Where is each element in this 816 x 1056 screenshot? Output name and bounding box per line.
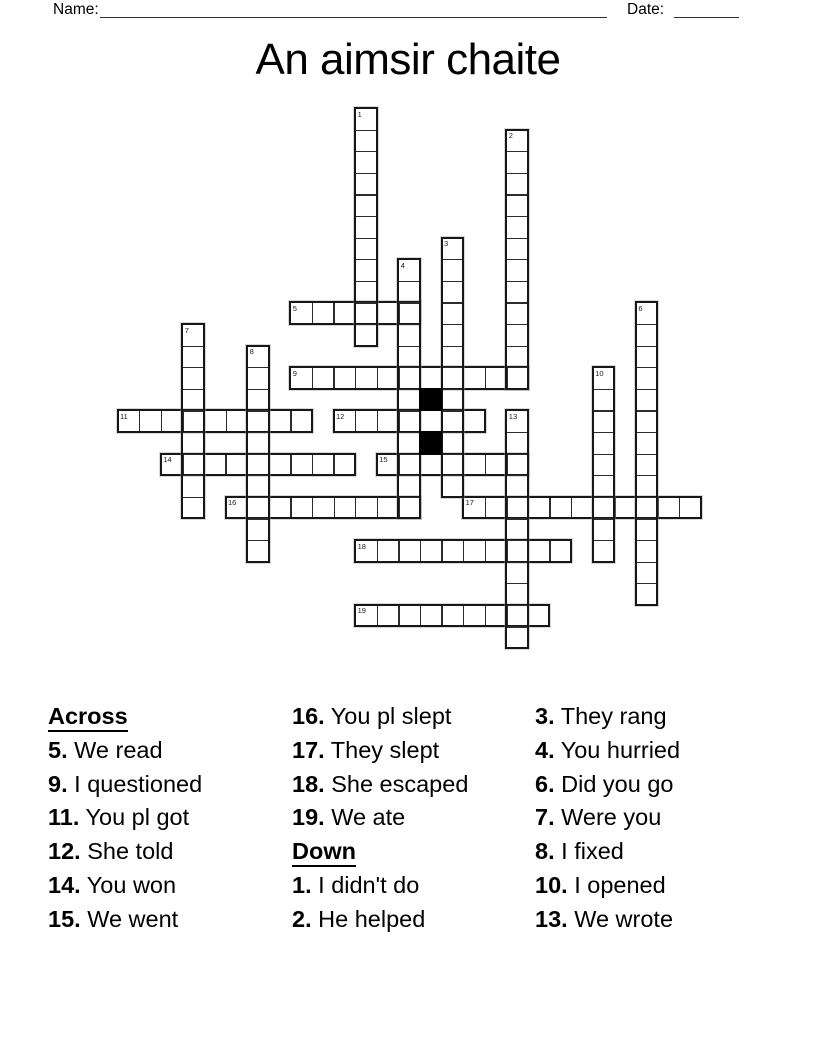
clue-number: 9.	[48, 770, 68, 797]
cell-separator	[333, 368, 334, 388]
cell-separator	[377, 498, 378, 518]
page-title: An aimsir chaite	[255, 35, 561, 84]
cell-separator	[507, 302, 527, 303]
grid-clue-number: 14	[163, 455, 172, 465]
cell-separator	[399, 497, 419, 498]
cell-separator	[594, 518, 614, 519]
cell-separator	[420, 541, 421, 561]
cell-separator	[507, 281, 527, 282]
cell-separator	[507, 259, 527, 260]
clue-heading-text: Down	[292, 838, 356, 867]
clue-number: 8.	[535, 838, 555, 865]
clue-item-19	[292, 801, 468, 835]
cell-separator	[183, 454, 203, 455]
clue-text: You hurried	[554, 736, 681, 763]
cell-separator	[356, 194, 376, 195]
cell-separator	[356, 302, 376, 303]
cell-separator	[594, 475, 614, 476]
cell-separator	[443, 389, 463, 390]
cell-separator	[594, 497, 614, 498]
cell-separator	[594, 454, 614, 455]
clue-number: 11.	[48, 804, 80, 831]
down-word-8[interactable]	[246, 345, 270, 563]
cell-separator	[139, 411, 140, 431]
cell-separator	[507, 518, 527, 519]
cell-separator	[356, 216, 376, 217]
cell-separator	[377, 606, 378, 626]
grid-clue-number: 17	[465, 498, 474, 508]
clue-number: 1.	[292, 871, 312, 898]
cell-separator	[507, 432, 527, 433]
clue-item-8	[535, 835, 680, 869]
clue-text: I didn't do	[311, 871, 420, 898]
cell-separator	[248, 540, 268, 541]
clue-text: They slept	[324, 736, 440, 763]
cell-separator	[399, 302, 419, 303]
clue-number: 14.	[48, 871, 81, 898]
clue-item-12	[48, 835, 202, 869]
cell-separator	[399, 389, 419, 390]
date-label: Date:	[627, 1, 665, 18]
cell-separator	[290, 411, 291, 431]
cell-separator	[356, 281, 376, 282]
cell-separator	[312, 368, 313, 388]
cell-separator	[594, 432, 614, 433]
cell-separator	[507, 346, 527, 347]
cell-separator	[248, 367, 268, 368]
cell-separator	[485, 498, 486, 518]
cell-separator	[507, 216, 527, 217]
clue-text: You won	[80, 871, 177, 898]
cell-separator	[356, 173, 376, 174]
clue-item-5	[48, 734, 202, 768]
cell-separator	[637, 454, 657, 455]
clue-item-10	[535, 869, 680, 903]
clue-text: We went	[80, 905, 179, 932]
cell-separator	[637, 389, 657, 390]
cell-separator	[333, 455, 334, 475]
cell-separator	[356, 238, 376, 239]
cell-separator	[399, 346, 419, 347]
cell-separator	[183, 389, 203, 390]
cell-separator	[399, 281, 419, 282]
cell-separator	[637, 540, 657, 541]
clue-item-15	[48, 903, 202, 937]
down-word-7[interactable]	[181, 323, 205, 519]
cell-separator	[507, 605, 527, 606]
cell-separator	[637, 324, 657, 325]
cell-separator	[183, 475, 203, 476]
cell-separator	[398, 541, 399, 561]
cell-separator	[463, 541, 464, 561]
cell-separator	[356, 151, 376, 152]
cell-separator	[637, 497, 657, 498]
clue-text: You pl got	[79, 804, 190, 831]
down-word-4[interactable]	[397, 258, 421, 519]
cell-separator	[312, 498, 313, 518]
clue-text: We read	[67, 736, 163, 763]
clue-number: 19.	[292, 804, 325, 831]
cell-separator	[443, 454, 463, 455]
clue-text: I opened	[567, 871, 666, 898]
clue-text: I questioned	[67, 770, 203, 797]
clue-item-1	[292, 869, 468, 903]
clue-item-14	[48, 869, 202, 903]
cell-separator	[507, 454, 527, 455]
cell-separator	[420, 606, 421, 626]
clue-text: She escaped	[324, 770, 469, 797]
grid-clue-number: 5	[292, 303, 297, 313]
cell-separator	[443, 346, 463, 347]
grid-clue-number: 7	[184, 325, 189, 335]
clue-column-middle	[292, 700, 468, 937]
clue-text: We ate	[324, 804, 406, 831]
cell-separator	[507, 151, 527, 152]
cell-separator	[571, 498, 572, 518]
cell-separator	[637, 346, 657, 347]
cell-separator	[312, 303, 313, 323]
clue-text: He helped	[311, 905, 426, 932]
down-word-10[interactable]	[592, 366, 616, 562]
cell-separator	[443, 410, 463, 411]
clue-text: You pl slept	[324, 703, 452, 729]
cell-separator	[248, 454, 268, 455]
cell-separator	[399, 324, 419, 325]
cell-separator	[485, 606, 486, 626]
clue-text: Were you	[554, 804, 662, 831]
clue-item-7	[535, 801, 680, 835]
name-label: Name:	[53, 1, 99, 18]
clue-number: 16.	[292, 703, 325, 729]
cell-separator	[485, 368, 486, 388]
clue-number: 5.	[48, 736, 68, 763]
cell-separator	[377, 541, 378, 561]
clue-text: She told	[80, 838, 174, 865]
cell-separator	[399, 432, 419, 433]
cell-separator	[507, 562, 527, 563]
across-word-17[interactable]	[462, 496, 702, 520]
cell-separator	[443, 475, 463, 476]
cell-separator	[507, 194, 527, 195]
clue-number: 4.	[535, 736, 555, 763]
grid-clue-number: 15	[379, 455, 388, 465]
clue-item-2	[292, 903, 468, 937]
cell-separator	[333, 303, 334, 323]
cell-separator	[637, 410, 657, 411]
cell-separator	[443, 324, 463, 325]
down-word-6[interactable]	[635, 301, 659, 605]
cell-separator	[399, 475, 419, 476]
down-word-3[interactable]	[441, 237, 465, 498]
clue-number: 2.	[292, 905, 312, 932]
cell-separator	[443, 432, 463, 433]
grid-clue-number: 13	[508, 411, 518, 421]
cell-separator	[507, 238, 527, 239]
cell-separator	[507, 540, 527, 541]
clue-number: 13.	[535, 905, 568, 932]
across-word-18[interactable]	[354, 539, 572, 563]
cell-separator	[248, 410, 268, 411]
cell-separator	[507, 324, 527, 325]
cell-separator	[443, 367, 463, 368]
cell-separator	[507, 475, 527, 476]
clue-column-right	[535, 700, 680, 937]
grid-clue-number: 4	[400, 260, 405, 270]
cell-separator	[183, 410, 203, 411]
clue-item-17	[292, 734, 468, 768]
cell-separator	[183, 367, 203, 368]
cell-separator	[183, 432, 203, 433]
grid-clue-number: 6	[638, 303, 643, 313]
clue-item-18	[292, 768, 468, 802]
cell-separator	[248, 432, 268, 433]
cell-separator	[594, 540, 614, 541]
clue-number: 18.	[292, 770, 325, 797]
down-word-2[interactable]	[505, 129, 529, 390]
cell-separator	[485, 541, 486, 561]
cell-separator	[441, 606, 442, 626]
cell-separator	[248, 475, 268, 476]
grid-clue-number: 19	[357, 606, 366, 616]
grid-clue-number: 10	[595, 368, 604, 378]
cell-separator	[507, 173, 527, 174]
cell-separator	[356, 130, 376, 131]
cell-separator	[183, 497, 203, 498]
clue-item-4	[535, 734, 680, 768]
cell-separator	[549, 541, 550, 561]
cell-separator	[637, 583, 657, 584]
cell-separator	[399, 454, 419, 455]
cell-separator	[248, 389, 268, 390]
cell-separator	[290, 498, 291, 518]
cell-separator	[594, 410, 614, 411]
grid-clue-number: 1	[357, 109, 362, 119]
black-cell	[419, 431, 443, 455]
cell-separator	[443, 259, 463, 260]
cell-separator	[398, 606, 399, 626]
clue-number: 6.	[535, 770, 555, 797]
clue-number: 7.	[535, 804, 555, 831]
grid-clue-number: 12	[336, 411, 345, 421]
cell-separator	[443, 302, 463, 303]
grid-clue-number: 9	[292, 368, 297, 378]
clue-item-6	[535, 768, 680, 802]
clue-number: 10.	[535, 871, 568, 898]
cell-separator	[637, 432, 657, 433]
cell-separator	[507, 497, 527, 498]
clue-text: Did you go	[554, 770, 674, 797]
cell-separator	[443, 281, 463, 282]
across-word-11[interactable]	[117, 409, 313, 433]
cell-separator	[637, 562, 657, 563]
cell-separator	[334, 498, 335, 518]
cell-separator	[248, 497, 268, 498]
cell-separator	[290, 455, 291, 475]
cell-separator	[507, 583, 527, 584]
cell-separator	[377, 368, 378, 388]
black-cell	[419, 388, 443, 412]
grid-clue-number: 2	[508, 131, 513, 141]
grid-clue-number: 18	[357, 541, 366, 551]
clue-list-heading	[48, 700, 202, 734]
cell-separator	[312, 455, 313, 475]
down-word-13[interactable]	[505, 409, 529, 649]
grid-clue-number: 8	[249, 347, 254, 357]
clue-number: 3.	[535, 703, 555, 729]
cell-separator	[226, 411, 227, 431]
cell-separator	[507, 367, 527, 368]
clue-item-11	[48, 801, 202, 835]
cell-separator	[637, 367, 657, 368]
cell-separator	[463, 606, 464, 626]
cell-separator	[399, 410, 419, 411]
cell-separator	[637, 518, 657, 519]
cell-separator	[161, 411, 162, 431]
cell-separator	[356, 324, 376, 325]
clue-item-16	[292, 700, 468, 734]
clue-list-heading	[292, 835, 468, 869]
cell-separator	[507, 626, 527, 627]
cell-separator	[441, 541, 442, 561]
down-word-1[interactable]	[354, 107, 378, 347]
clue-text: They rang	[554, 703, 667, 729]
cell-separator	[356, 259, 376, 260]
grid-clue-number: 11	[120, 411, 128, 421]
cell-separator	[377, 411, 378, 431]
cell-separator	[355, 368, 356, 388]
cell-separator	[183, 346, 203, 347]
clue-item-3	[535, 700, 680, 734]
cell-separator	[225, 455, 226, 475]
clue-heading-text: Across	[48, 703, 128, 732]
clue-text: I fixed	[554, 838, 624, 865]
clue-text: We wrote	[567, 905, 674, 932]
clue-item-13	[535, 903, 680, 937]
cell-separator	[399, 367, 419, 368]
cell-separator	[637, 475, 657, 476]
cell-separator	[485, 455, 486, 475]
cell-separator	[355, 411, 356, 431]
cell-separator	[355, 498, 356, 518]
cell-separator	[679, 498, 680, 518]
clue-number: 17.	[292, 736, 325, 763]
clue-number: 12.	[48, 838, 81, 865]
grid-clue-number: 16	[228, 498, 237, 508]
clue-item-9	[48, 768, 202, 802]
clue-column-left	[48, 700, 202, 937]
cell-separator	[594, 389, 614, 390]
grid-clue-number: 3	[444, 239, 449, 249]
cell-separator	[549, 498, 550, 518]
clue-number: 15.	[48, 905, 81, 932]
cell-separator	[248, 518, 268, 519]
